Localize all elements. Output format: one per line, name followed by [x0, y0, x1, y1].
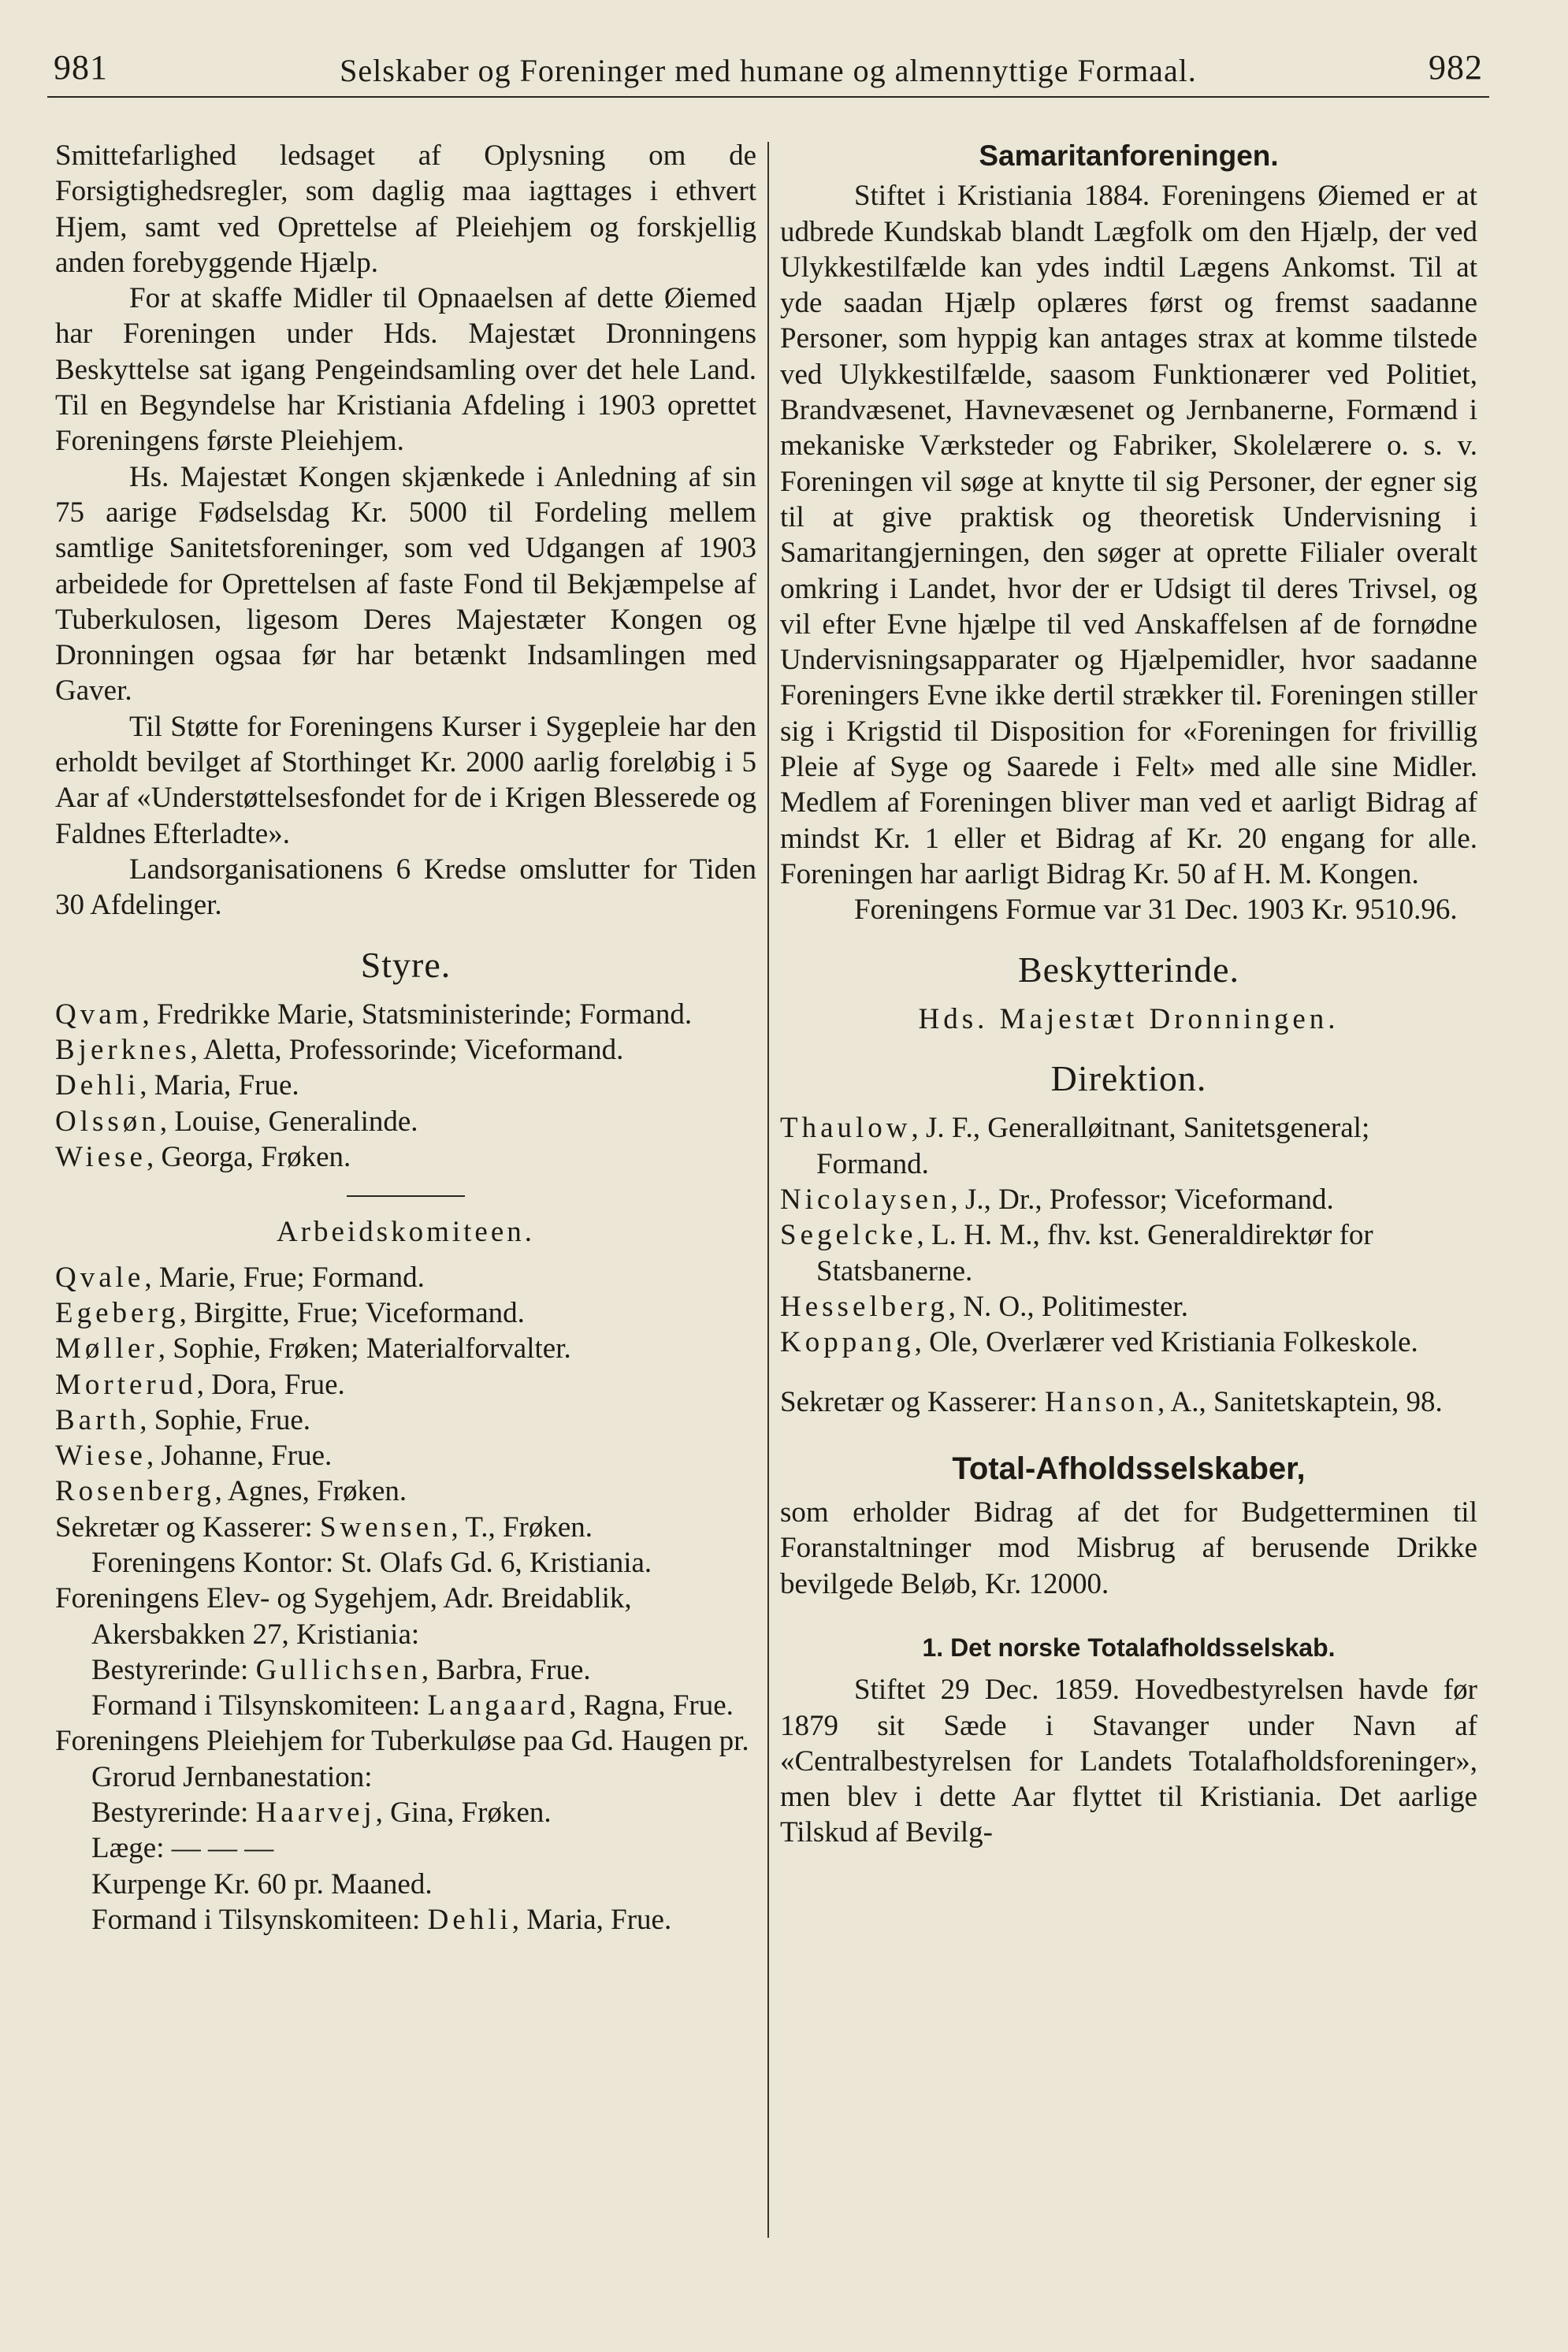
- paragraph: Foreningens Formue var 31 Dec. 1903 Kr. 9510.96.: [854, 894, 1458, 927]
- chair-line: Formand i Tilsynskomiteen: Langaard, Ragna, Frue.: [91, 1689, 734, 1722]
- paragraph: Stiftet 29 Dec. 1859. Hovedbestyrelsen havde før 1879 sit Sæde i Stavanger under Navn af «Centralbestyrelsen for Landets Totalafholdsforeninger», men blev i dette Aar flyttet til Kristiania. Det aarlige Tilskud af Bevilg-: [780, 1674, 1477, 1849]
- list-item: Bjerknes, Aletta, Professorinde; Viceformand.: [55, 1034, 624, 1067]
- page-number-right: 982: [1429, 48, 1483, 87]
- paragraph: For at skaffe Midler til Opnaaelsen af dette Øiemed har Foreningen under Hds. Majestæt Dronningens Beskyttelse sat igang Pengeindsamling over det hele Land. Til en Begyndelse har Kristiania Afdeling i 1903 oprettet Foreningens første Pleiehjem.: [55, 282, 756, 458]
- list-item: Wiese, Johanne, Frue.: [55, 1440, 333, 1473]
- secretary-line: Sekretær og Kasserer: Swensen, T., Frøken.: [55, 1510, 593, 1544]
- list-item: Egeberg, Birgitte, Frue; Viceformand.: [55, 1296, 525, 1329]
- list-item: Nicolaysen, J., Dr., Professor; Viceformand.: [780, 1183, 1334, 1217]
- fee-line: Kurpenge Kr. 60 pr. Maaned.: [91, 1867, 433, 1901]
- list-item: Morterud, Dora, Frue.: [55, 1368, 345, 1401]
- manager-line: Bestyrerinde: Haarvej, Gina, Frøken.: [91, 1797, 552, 1830]
- sygehjem-line: Foreningens Elev- og Sygehjem, Adr. Breidablik, Akersbakken 27, Kristiania:: [55, 1582, 632, 1651]
- list-item: Hesselberg, N. O., Politimester.: [780, 1290, 1188, 1323]
- section-heading-beskytterinde: Beskytterinde.: [1018, 949, 1239, 990]
- doctor-line: Læge: — — —: [91, 1832, 274, 1865]
- list-item: Qvale, Marie, Frue; Formand.: [55, 1261, 425, 1294]
- list-item: Thaulow, J. F., Generalløitnant, Sanitetsgeneral; Formand.: [780, 1112, 1370, 1180]
- right-column: [780, 138, 1477, 1851]
- list-item: Dehli, Maria, Frue.: [55, 1069, 299, 1102]
- paragraph: Til Støtte for Foreningens Kurser i Sygepleie har den erholdt bevilget af Storthinget Kr. 2000 aarlig foreløbig i 5 Aar af «Understøttelsesfondet for de i Krigen Blesserede og Faldnes Efterladte».: [55, 710, 756, 850]
- page-header: [47, 41, 1489, 98]
- page-number-left: 981: [54, 48, 108, 87]
- list-item: Wiese, Georga, Frøken.: [55, 1141, 351, 1174]
- list-item: Segelcke, L. H. M., fhv. kst. Generaldirektør for Statsbanerne.: [780, 1219, 1373, 1287]
- paragraph: som erholder Bidrag af det for Budgetterminen til Foranstaltninger mod Misbrug af berusende Drikke bevilgede Beløb, Kr. 12000.: [780, 1496, 1477, 1600]
- chair-line: Formand i Tilsynskomiteen: Dehli, Maria, Frue.: [91, 1903, 672, 1936]
- list-item: Qvam, Fredrikke Marie, Statsministerinde; Formand.: [55, 998, 693, 1031]
- manager-line: Bestyrerinde: Gullichsen, Barbra, Frue.: [91, 1653, 591, 1686]
- subsection-heading-norske: 1. Det norske Totalafholdsselskab.: [922, 1633, 1336, 1662]
- separator-rule: [347, 1195, 465, 1197]
- list-item: Barth, Sophie, Frue.: [55, 1403, 311, 1436]
- section-heading-arbeidskomiteen: Arbeidskomiteen.: [276, 1216, 536, 1249]
- list-item: Møller, Sophie, Frøken; Materialforvalter.: [55, 1332, 571, 1365]
- section-heading-samaritan: Samaritanforeningen.: [979, 139, 1279, 172]
- left-column: [55, 138, 756, 1938]
- list-item: Olssøn, Louise, Generalinde.: [55, 1105, 418, 1138]
- list-item: Koppang, Ole, Overlærer ved Kristiania Folkeskole.: [780, 1326, 1418, 1359]
- patron-line: Hds. Majestæt Dronningen.: [918, 1002, 1339, 1035]
- paragraph: Smittefarlighed ledsaget af Oplysning om de Forsigtighedsregler, som daglig maa iagttages i ethvert Hjem, samt ved Oprettelse af Pleiehjem og forskjellig anden forebyggende Hjælp.: [55, 139, 756, 279]
- committee-list: [55, 1260, 756, 1510]
- direction-list: [780, 1110, 1477, 1360]
- list-item: Rosenberg, Agnes, Frøken.: [55, 1475, 407, 1508]
- paragraph: Hs. Majestæt Kongen skjænkede i Anledning af sin 75 aarige Fødselsdag Kr. 5000 til Fordeling mellem samtlige Sanitetsforeninger, som ved Udgangen af 1903 arbeidede for Oprettelsen af faste Fond til Bekjæmpelse af Tuberkulosen, ligesom Deres Majestæter Kongen og Dronningen ogsaa før har betænkt Indsamlingen med Gaver.: [55, 460, 756, 708]
- board-list: [55, 997, 756, 1175]
- running-title: Selskaber og Foreninger med humane og almennyttige Formaal.: [340, 53, 1197, 88]
- paragraph: Stiftet i Kristiania 1884. Foreningens Øiemed er at udbrede Kundskab blandt Lægfolk om den Hjælp, der ved Ulykkestilfælde kan ydes indtil Lægens Ankomst. Til at yde saadan Hjælp oplæres først og fremst saadanne Personer, som hyppig kan antages strax at komme tilstede ved Ulykkestilfælde, saasom Funktionærer ved Politiet, Brandvæsenet, Havnevæsenet og Jernbanerne, Formænd i mekaniske Værksteder og Fabriker, Skolelærere o. s. v. Foreningen vil søge at knytte til sig Personer, der egner sig til at give praktisk og theoretisk Undervisning i Samaritangjerningen, den søger at oprette Filialer overalt omkring i Landet, hvor der er Udsigt til deres Trivsel, og vil efter Evne hjælpe til ved Anskaffelsen af de fornødne Undervisningsapparater og Hjælpemidler, hvor saadanne Foreningers Evne ikke dertil strækker til. Foreningen stiller sig i Krigstid til Disposition for «Foreningen for frivillig Pleie af Syge og Saarede i Felt» med alle sine Midler. Medlem af Foreningen bliver man ved et aarligt Bidrag af mindst Kr. 1 eller et Bidrag af Kr. 20 engang for alle. Foreningen har aarligt Bidrag Kr. 50 af H. M. Kongen.: [780, 180, 1477, 890]
- section-heading-direktion: Direktion.: [1050, 1058, 1207, 1099]
- secretary-line: Sekretær og Kasserer: Hanson, A., Sanitetskaptein, 98.: [780, 1385, 1443, 1418]
- office-address: Foreningens Kontor: St. Olafs Gd. 6, Kristiania.: [91, 1546, 652, 1579]
- paragraph: Landsorganisationens 6 Kredse omslutter for Tiden 30 Afdelinger.: [55, 853, 756, 922]
- section-heading-styre: Styre.: [360, 944, 451, 985]
- pleiehjem-line: Foreningens Pleiehjem for Tuberkuløse paa Gd. Haugen pr. Grorud Jernbanestation:: [55, 1725, 749, 1793]
- section-heading-total: Total-Afholdsselskaber,: [952, 1451, 1306, 1486]
- column-divider: [767, 142, 769, 2238]
